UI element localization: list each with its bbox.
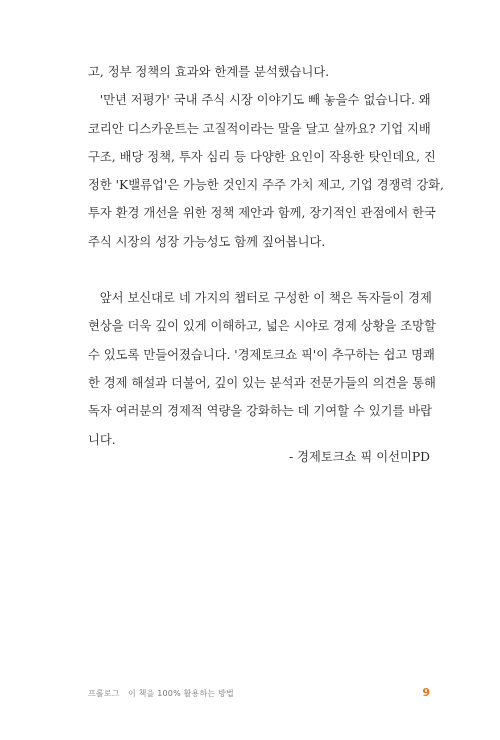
page-number: 9: [422, 686, 430, 699]
text-line: 앞서 보신대로 네 가지의 챕터로 구성한 이 책은 독자들이 경제: [88, 291, 432, 306]
body-text: [88, 58, 444, 454]
text-line: 주식 시장의 성장 가능성도 함께 짚어봅니다.: [88, 234, 326, 249]
paragraph-2: [88, 86, 444, 256]
text-line: 수 있도록 만들어졌습니다. '경제토크쇼 픽'이 추구하는 쉽고 명쾌: [88, 347, 435, 362]
text-line: 현상을 더욱 깊이 있게 이해하고, 넓은 시야로 경제 상황을 조망할: [88, 319, 436, 334]
text-line: 한 경제 해설과 더불어, 깊이 있는 분석과 전문가들의 의견을 통해: [88, 375, 436, 390]
paragraph-3: [88, 284, 436, 454]
text-line: 투자 환경 개선을 위한 정책 제안과 함께, 장기적인 관점에서 한국: [88, 206, 436, 221]
text-line: 니다.: [88, 432, 116, 447]
paragraph-1: [88, 58, 428, 86]
text-line: 고, 정부 정책의 효과와 한계를 분석했습니다.: [88, 65, 330, 79]
running-footer-title: 프롤로그 이 책을 100% 활용하는 방법: [88, 689, 234, 698]
text-line: 정한 'K밸류업'은 가능한 것인지 주주 가치 제고, 기업 경쟁력 강화,: [88, 178, 444, 193]
page-footer: [88, 687, 430, 701]
text-line: 독자 여러분의 경제적 역량을 강화하는 데 기여할 수 있기를 바랍: [88, 404, 433, 419]
text-line: '만년 저평가' 국내 주식 시장 이야기도 빼 놓을수 없습니다. 왜: [88, 93, 431, 108]
text-line: 코리안 디스카운트는 고질적이라는 말을 달고 살까요? 기업 지배: [88, 121, 431, 136]
paragraph-spacer: [88, 256, 428, 284]
author-signature: - 경제토크쇼 픽 이선미PD: [289, 450, 430, 464]
text-line: 구조, 배당 정책, 투자 심리 등 다양한 요인이 작용한 탓인데요, 진: [88, 149, 436, 164]
